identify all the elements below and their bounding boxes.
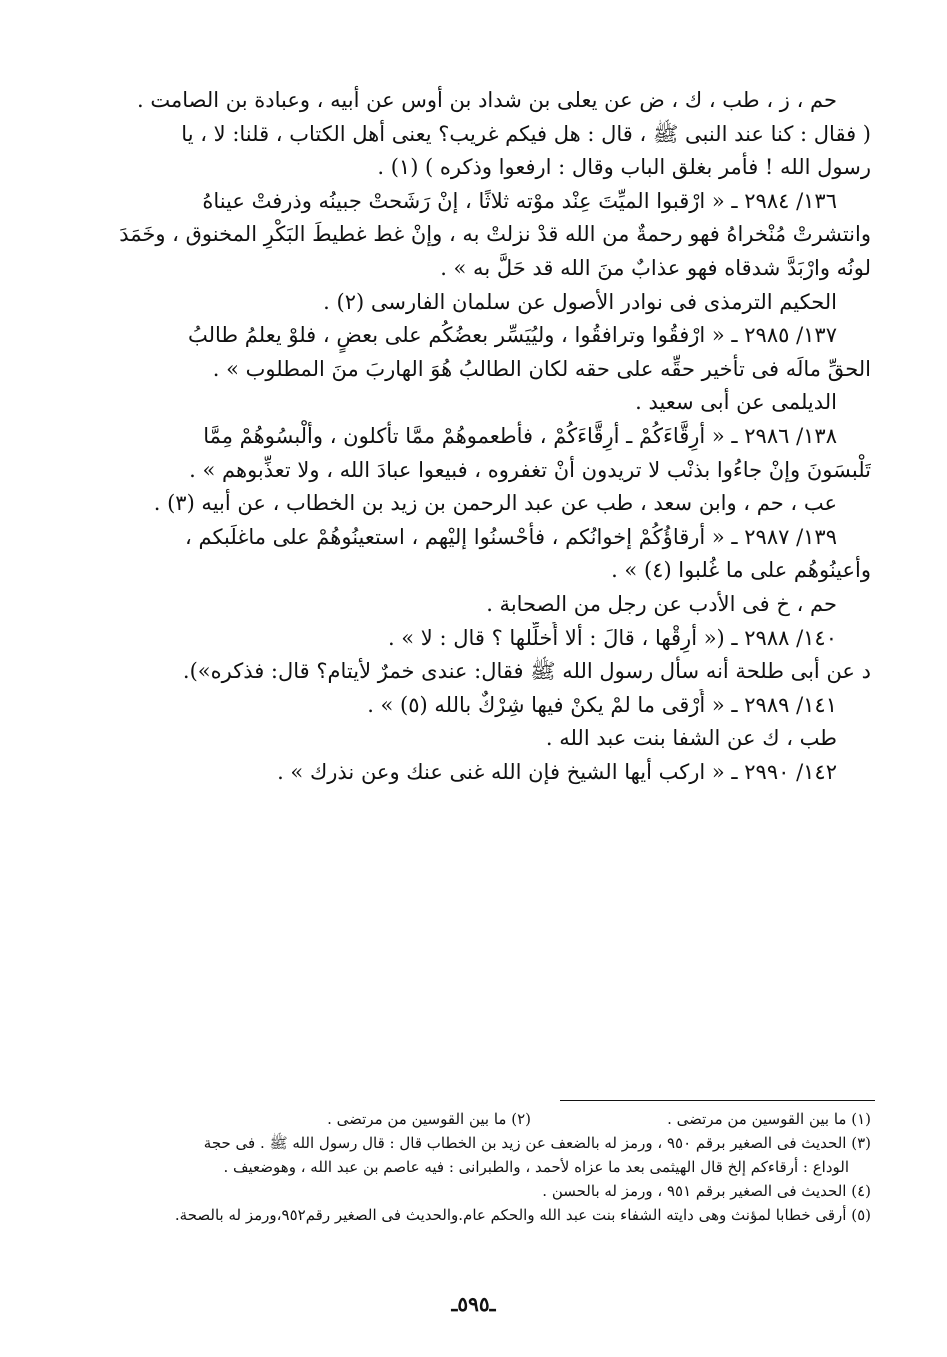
text-line: وانتشرتْ مُنْخراهُ فهو رحمةٌ من الله قدْ نزلتْ به ، وإنْ غط غطيطَ البَكْرِ المخنوق ، وخَمَدَ [119, 222, 871, 247]
text-line: الحقِّ مالَه فى تأخير حقِّه على حقه لكان الطالبُ هُوَ الهاربَ منَ المطلوب » . [212, 356, 871, 381]
source-line: عب ، حم ، وابن سعد ، طب عن عبد الرحمن بن زيد بن الخطاب ، عن أبيه (٣) . [153, 491, 837, 516]
footnote-3: (٣) الحديث فى الصغير برقم ٩٥٠ ، ورمز له بالضعف عن زيد بن الخطاب قال : قال رسول الله ﷺ . فى حجة [203, 1134, 871, 1152]
footnote-separator [560, 1100, 875, 1101]
source-line: حم ، خ فى الأدب عن رجل من الصحابة . [486, 591, 837, 616]
text-line: وأعينُوهُم على ما غُلبوا (٤) » . [611, 558, 871, 583]
text-line: تَلْبسَونَ وإنْ جاءُوا بذنْب لا تريدون أنْ تغفروه ، فبيعوا عبادَ الله ، ولا تعذِّبوهم » . [189, 457, 871, 482]
footnote-1: (١) ما بين القوسين من مرتضى . [667, 1110, 871, 1128]
hadith-line: ١٤١/ ٢٩٨٩ ـ « أُرْقى ما لمْ يكنْ فيها شِرْكٌ بالله (٥) » . [367, 692, 837, 717]
source-line: طب ، ك عن الشفا بنت عبد الله . [545, 726, 837, 751]
footnote-5: (٥) أرقى خطابا لمؤنث وهى دايته الشفاء بنت عبد الله والحكم عام.والحديث فى الصغير رقم٩٥٢،ورمز له بالصحة. [174, 1206, 871, 1224]
hadith-line: ١٤٢/ ٢٩٩٠ ـ « اركب أيها الشيخ فإن الله غنى عنك وعن نذرك » . [277, 759, 837, 784]
text-line: لونُه وارْبَدَّ شدقاه فهو عذابٌ منَ الله قد حَلَّ به » . [440, 255, 871, 280]
hadith-line: ١٤٠/ ٢٩٨٨ ـ (« أرِقْها ، قالَ : ألا أُخلِّلها ؟ قال : لا » . [387, 625, 837, 650]
main-text-block [96, 84, 871, 789]
hadith-line: ١٣٩/ ٢٩٨٧ ـ « أرقاؤُكُمْ إخوانُكم ، فأحْسنُوا إليْهم ، استعينُوهُمْ على ماغلَبكم ، [185, 524, 837, 549]
text-line: حم ، ز ، طب ، ك ، ض عن يعلى بن شداد بن أوس عن أبيه ، وعبادة بن الصامت . [137, 88, 837, 112]
source-line: الحكيم الترمذى فى نوادر الأصول عن سلمان الفارسى (٢) . [323, 289, 837, 314]
footnote-4: (٤) الحديث فى الصغير برقم ٩٥١ ، ورمز له بالحسن . [542, 1182, 871, 1200]
footnote-2: (٢) ما بين القوسين من مرتضى . [327, 1110, 531, 1128]
hadith-line: ١٣٨/ ٢٩٨٦ ـ « أرِقَّاءَكُمْ ـ أرِقَّاءَكُمْ ، فأطعموهُمْ ممَّا تأكلون ، وألْبسُوهُمْ مِمَّا [203, 423, 837, 448]
page-number: ـ٥٩٥ـ [451, 1292, 496, 1316]
text-line: ( فقال : كنا عند النبى ﷺ ، قال : هل فيكم غريب؟ يعنى أهل الكتاب ، قلنا: لا ، يا [181, 121, 871, 146]
hadith-line: ١٣٦/ ٢٩٨٤ ـ « ارْقبوا الميِّتَ عِنْد موْته ثلاثًا ، إنْ رَشَحتْ جبينُه وذرفتْ عيناهُ [202, 188, 837, 213]
footnote-row [96, 1107, 871, 1131]
footnotes-block [96, 1107, 871, 1227]
footnote-3-continued: الوداع : أرقاءكم إلخ قال الهيثمى بعد ما عزاه لأحمد ، والطبرانى : فيه عاصم بن عبد الله ، وهوضعيف . [223, 1158, 849, 1176]
source-line: الديلمى عن أبى سعيد . [635, 390, 837, 415]
text-line: د عن أبى طلحة أنه سأل رسول الله ﷺ فقال: عندى خمرٌ لأيتام؟ قال: فذكره»). [182, 659, 871, 684]
hadith-line: ١٣٧/ ٢٩٨٥ ـ « ارْفقُوا وترافقُوا ، وليُيَسِّر بعضُكُم على بعضٍ ، فلوْ يعلمُ طالبُ [188, 323, 837, 348]
text-line: رسول الله ! فأمر بغلق الباب وقال : ارفعوا وذكره ) (١) . [377, 155, 871, 180]
